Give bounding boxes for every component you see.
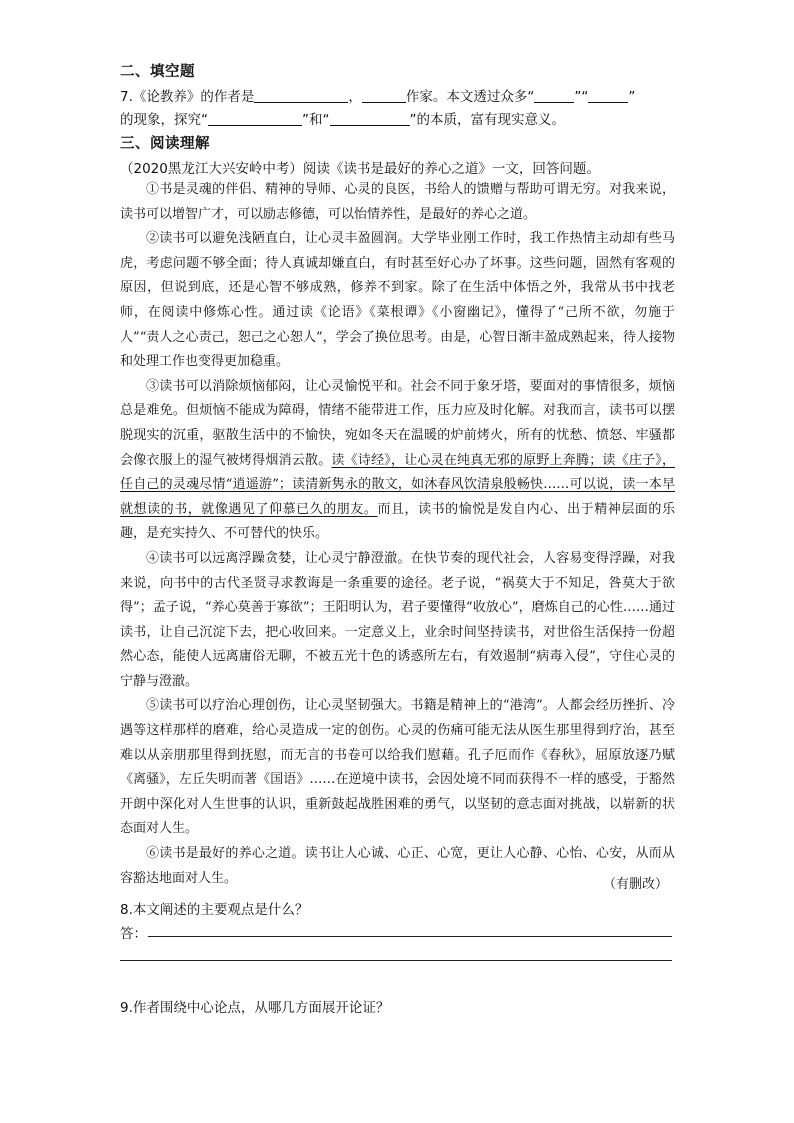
article-paragraph-6: ⑥读书是最好的养心之道。读书让人心诚、心正、心宽，更让人心静、心怡、心安，从而从容豁达地面对人生。 (120, 846, 675, 886)
question-9: 9.作者围绕中心论点，从哪几方面展开论证？ (120, 1000, 390, 1016)
answer-label: 答： (120, 926, 147, 942)
section-heading-reading: 三、阅读理解 (120, 136, 210, 152)
source-note: （有删改） (602, 877, 668, 892)
blank-essence-2[interactable] (330, 111, 410, 126)
blank-author[interactable] (254, 88, 348, 103)
question-7-line-1: 7.《论教养》的作者是 ， 作家。本文透过众多“ ”“ ” (120, 89, 636, 105)
answer-line-1[interactable] (148, 936, 672, 937)
article-paragraph-2: ②读书可以避免浅陋直白，让心灵丰盈圆润。大学毕业刚工作时，我工作热情主动却有些马虎，考虑问题不够全面；待人真诚却嫌直白，有时甚至好心办了坏事。这些问题，固然有客观的原因，但说到底，还是心智不够成熟，修养不到家。除了在生活中体悟之外，我常从书中找老师，在阅读中修炼心性。通过读《论语》《菜根谭》《小窗幽记》，懂得了“己所不欲，勿施于人”“责人之心责己，恕己之心恕人”，学会了换位思考。由是，心智日渐丰盈成熟起来，待人接物和处理工作也变得更加稳重。 (120, 231, 675, 370)
answer-line-2[interactable] (120, 960, 672, 961)
article-paragraph-4: ④读书可以远离浮躁贪婪，让心灵宁静澄澈。在快节奏的现代社会，人容易变得浮躁，对我来说，向书中的古代圣贤寻求教诲是一条重要的途径。老子说，“祸莫大于不知足，咎莫大于欲得”；孟子说，“养心莫善于寡欲”；王阳明认为，君子要懂得“收放心”，磨炼自己的心性……通过读书，让自己沉淀下去，把心收回来。一定意义上，业余时间坚持读书，对世俗生活保持一份超然心态，能使人远离庸俗无聊，不被五光十色的诱惑所左右，有效遏制“病毒入侵”，守住心灵的宁静与澄澈。 (120, 550, 675, 689)
article-paragraph-3: ③读书可以消除烦恼郁闷，让心灵愉悦平和。社会不同于象牙塔，要面对的事情很多，烦恼总是难免。但烦恼不能成为障碍，情绪不能带进工作，压力应及时化解。对我而言，读书可以摆脱现实的沉重，驱散生活中的不愉快，宛如冬天在温暖的炉前烤火，所有的忧愁、愤怒、牢骚都会像衣服上的湿气被烤得烟消云散。读《诗经》，让心灵在纯真无邪的原野上奔腾；读《庄子》，任自己的灵魂尽情“逍遥游”；读清新隽永的散文，如沐春风饮清泉般畅快……可以说，读一本早就想读的书，就像遇见了仰慕已久的朋友。而且，读书的愉悦是发自内心、出于精神层面的乐趣，是充实持久、不可替代的快乐。 (120, 378, 675, 542)
section-heading-fill-blank: 二、填空题 (120, 64, 195, 80)
blank-phenomenon-1[interactable] (534, 88, 574, 103)
blank-nationality[interactable] (362, 88, 406, 103)
blank-phenomenon-2[interactable] (588, 88, 628, 103)
question-7-line-2: 的现象，探究“ ”和“ ”的本质，富有现实意义。 (120, 112, 565, 128)
reading-intro: （2020黑龙江大兴安岭中考）阅读《读书是最好的养心之道》一文，回答问题。 (120, 161, 600, 177)
article-paragraph-5: ⑤读书可以疗治心理创伤，让心灵坚韧强大。书籍是精神上的“港湾”。人都会经历挫折、冷遇等这样那样的磨难，给心灵造成一定的创伤。心灵的伤痛可能无法从医生那里得到疗治，甚至难以从亲朋那里得到抚慰，而无言的书卷可以给我们慰藉。孔子厄而作《春秋》，屈原放逐乃赋《离骚》，左丘失明而著《国语》……在逆境中读书，会因处境不同而获得不一样的感受，于豁然开朗中深化对人生世事的认识，重新鼓起战胜困难的勇气，以坚韧的意志面对挑战，以崭新的状态面对人生。 (120, 698, 675, 837)
article-paragraph-1: ①书是灵魂的伴侣、精神的导师、心灵的良医，书给人的馈赠与帮助可谓无穷。对我来说，读书可以增智广才，可以励志修德，可以怡情养性，是最好的养心之道。 (120, 182, 675, 222)
underlined-sentence: 读《诗经》，让心灵在纯真无邪的原野上奔腾；读《庄子》，任自己的灵魂尽情“逍遥游”；读清新隽永的散文，如沐春风饮清泉般畅快……可以说，读一本早就想读的书，就像遇见了仰慕已久的朋友。 (120, 452, 675, 517)
reading-article (120, 178, 675, 891)
blank-essence-1[interactable] (208, 111, 302, 126)
question-8: 8.本文阐述的主要观点是什么？ (120, 902, 309, 918)
